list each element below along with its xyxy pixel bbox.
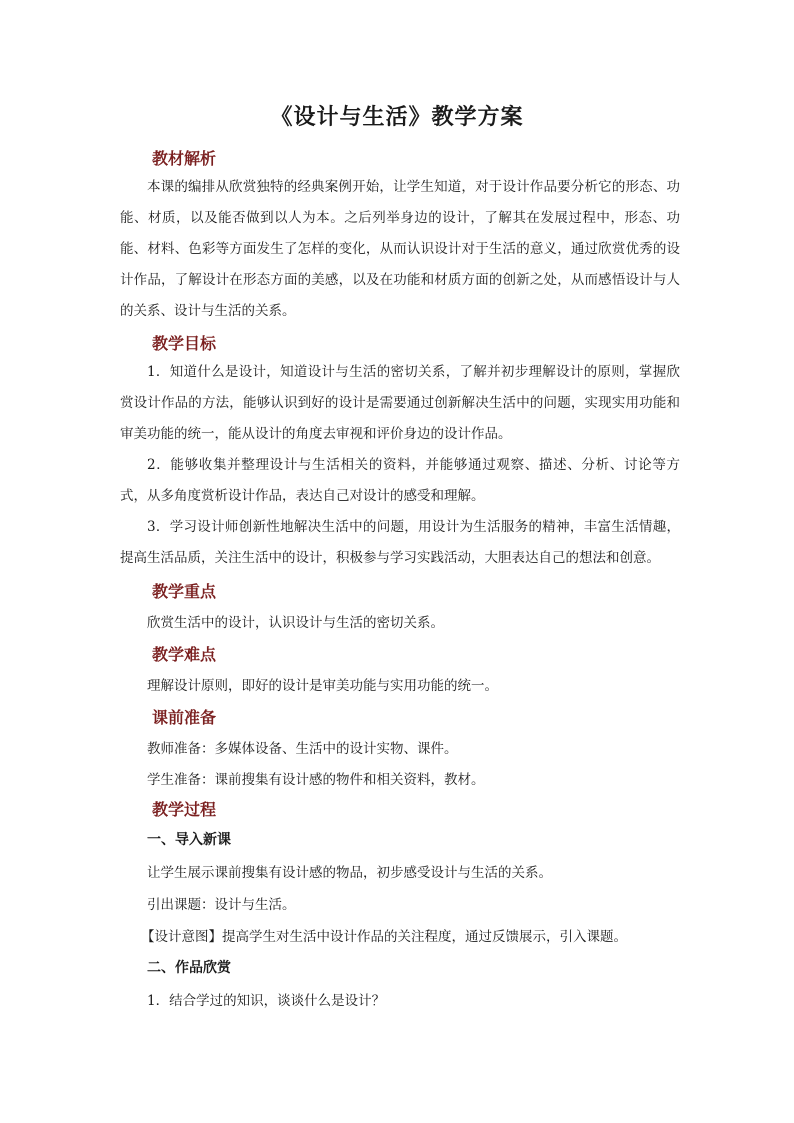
heading-preparation: 课前准备: [152, 708, 217, 727]
document-title: 《设计与生活》教学方案: [270, 104, 524, 130]
text-intro-activity: 让学生展示课前搜集有设计感的物品，初步感受设计与生活的关系。: [147, 865, 552, 881]
heading-focus: 教学重点: [152, 582, 217, 601]
text-difficulty: 理解设计原则，即好的设计是审美功能与实用功能的统一。: [147, 678, 498, 694]
heading-analysis: 教材解析: [152, 149, 217, 168]
heading-process: 教学过程: [152, 800, 217, 819]
heading-goals: 教学目标: [152, 334, 217, 353]
text-student-preparation: 学生准备：课前搜集有设计感的物件和相关资料，教材。: [147, 772, 485, 788]
text-question-1: 1．结合学过的知识，谈谈什么是设计？: [147, 993, 386, 1009]
paragraph-analysis: 本课的编排从欣赏独特的经典案例开始，让学生知道，对于设计作品要分析它的形态、功能、材质，以及能否做到以人为本。之后列举身边的设计，了解其在发展过程中，形态、功能、材料、色彩等方面发生了怎样的变化，从而认识设计对于生活的意义，通过欣赏优秀的设计作品，了解设计在形态方面的美感，以及在功能和材质方面的创新之处，从而感悟设计与人的关系、设计与生活的关系。: [120, 179, 680, 319]
text-design-intent: 【设计意图】提高学生对生活中设计作品的关注程度，通过反馈展示，引入课题。: [141, 929, 627, 945]
text-intro-topic: 引出课题：设计与生活。: [147, 897, 296, 913]
subheading-appreciation: 二、作品欣赏: [147, 960, 231, 976]
subheading-intro: 一、导入新课: [147, 832, 231, 848]
goal-item-1: 1．知道什么是设计，知道设计与生活的密切关系，了解并初步理解设计的原则，掌握欣赏设计作品的方法，能够认识到好的设计是需要通过创新解决生活中的问题，实现实用功能和审美功能的统一，能从设计的角度去审视和评价身边的设计作品。: [120, 364, 680, 442]
text-teacher-preparation: 教师准备：多媒体设备、生活中的设计实物、课件。: [147, 741, 458, 757]
goal-item-3: 3．学习设计师创新性地解决生活中的问题，用设计为生活服务的精神，丰富生活情趣，提高生活品质，关注生活中的设计，积极参与学习实践活动，大胆表达自己的想法和创意。: [120, 519, 680, 566]
goal-item-2: 2．能够收集并整理设计与生活相关的资料，并能够通过观察、描述、分析、讨论等方式，从多角度赏析设计作品，表达自己对设计的感受和理解。: [120, 457, 680, 504]
heading-difficulty: 教学难点: [152, 645, 217, 664]
text-focus: 欣赏生活中的设计，认识设计与生活的密切关系。: [147, 615, 444, 631]
